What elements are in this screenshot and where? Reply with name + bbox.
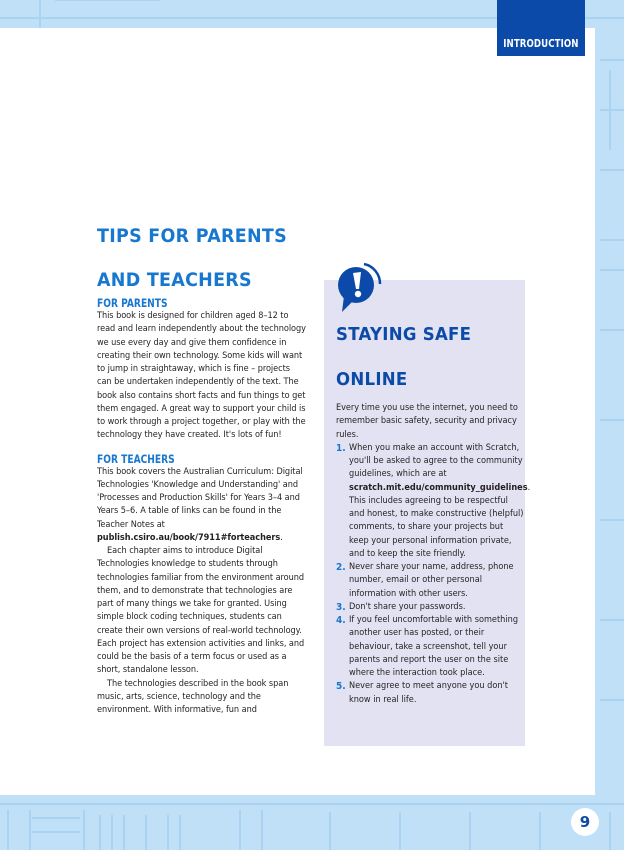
- list-number: 5.: [336, 681, 346, 693]
- for-parents-body: This book is designed for children aged 8–12 to read and learn independently about the technology we use every day and give them confidence in creating their own technology. Some kids will want to jump in straightaway, which is fine – projects can be undertaken independently of the text. The book also contains short facts and fun things to get them engaged. A great way to support your child is to work through a project together, or play with the technology they have created. It's lots of fun!: [97, 311, 306, 441]
- list-item: [336, 561, 524, 601]
- page-title-line2: AND TEACHERS: [97, 269, 252, 291]
- panel-intro: Every time you use the internet, you need to remember basic safety, security and privacy rules.: [336, 403, 518, 440]
- list-number: 3.: [336, 601, 346, 613]
- panel-title-line1: STAYING SAFE: [336, 324, 472, 345]
- for-teachers-heading: FOR TEACHERS: [97, 451, 175, 466]
- for-teachers-body-2: Each chapter aims to introduce Digital Technologies knowledge to students through technologies familiar from the environment around them, and to demonstrate that technologies are part of many things we take for granted. Using simple block coding techniques, students can create their own versions of real-world technology. Each project has extension activities and links, and could be the basis of a term focus or used as a short, standalone lesson.: [97, 546, 305, 676]
- list-number: 1.: [336, 442, 346, 454]
- teacher-notes-link[interactable]: publish.csiro.au/book/7911#forteachers: [97, 532, 281, 543]
- page-number: 9: [571, 808, 599, 836]
- section-tab-label: INTRODUCTION: [503, 38, 579, 50]
- panel-title-line2: ONLINE: [336, 369, 408, 390]
- for-teachers-body-1: [97, 466, 307, 546]
- list-item: [336, 601, 524, 614]
- text: If you feel uncomfortable with something another user has posted, or their behaviour, take a screenshot, tell your parents and report the user on the site where the interaction took place.: [349, 615, 519, 678]
- text: Don't share your passwords.: [349, 601, 466, 612]
- panel-content: [336, 402, 531, 707]
- section-tab: [497, 0, 585, 56]
- list-item: [336, 680, 524, 707]
- list-item: [336, 614, 524, 680]
- list-number: 4.: [336, 615, 346, 626]
- text: Never agree to meet anyone you don't know in real life.: [349, 681, 509, 705]
- safety-rules-list: [336, 442, 531, 707]
- exclamation-speech-bubble-icon: [334, 262, 386, 314]
- text: When you make an account with Scratch, you'll be asked to agree to the community guidelines, which are at: [349, 442, 523, 480]
- text: .: [280, 532, 283, 543]
- text: Never share your name, address, phone number, email or other personal information with other users.: [349, 562, 514, 599]
- page-title-line1: TIPS FOR PARENTS: [97, 225, 287, 247]
- text: This book covers the Australian Curriculum: Digital Technologies 'Knowledge and Understanding' and 'Processes and Production Skills' for Years 3–4 and Years 5–6. A table of links can be found in the Teacher Notes at: [97, 466, 303, 530]
- list-item: [336, 442, 531, 561]
- text: . This includes agreeing to be respectful and honest, to make constructive (helpful) comments, to share your projects but keep your personal information private, and to keep the site friendly.: [349, 482, 531, 559]
- community-guidelines-link[interactable]: scratch.mit.edu/community_guidelines: [349, 482, 528, 493]
- list-number: 2.: [336, 562, 346, 573]
- for-teachers-body-3: The technologies described in the book span music, arts, science, technology and the environment. With informative, fun and: [97, 678, 289, 715]
- left-column: [97, 296, 307, 717]
- for-parents-heading: FOR PARENTS: [97, 296, 168, 310]
